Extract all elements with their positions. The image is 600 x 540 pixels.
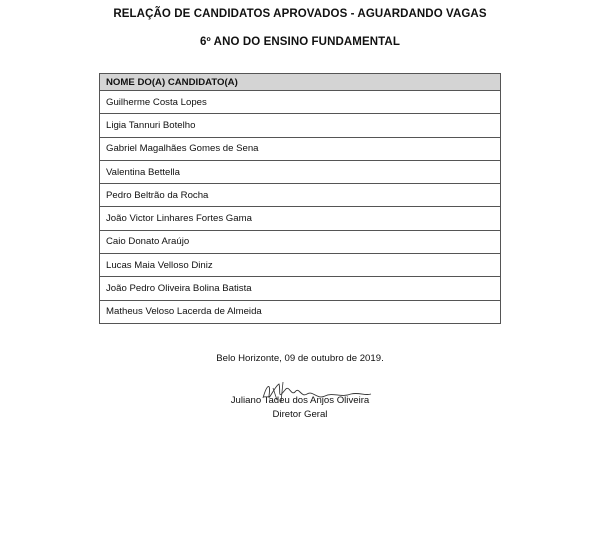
document-title: RELAÇÃO DE CANDIDATOS APROVADOS - AGUARDANDO VAGAS	[113, 8, 487, 20]
table-row	[100, 137, 501, 160]
candidate-name: Guilherme Costa Lopes	[100, 91, 501, 114]
candidate-name: Caio Donato Araújo	[100, 230, 501, 253]
candidate-name: João Victor Linhares Fortes Gama	[100, 207, 501, 230]
candidate-name: Gabriel Magalhães Gomes de Sena	[100, 137, 501, 160]
candidate-name: Valentina Bettella	[100, 160, 501, 183]
column-header-name: NOME DO(A) CANDIDATO(A)	[100, 74, 501, 91]
document-subtitle: 6º ANO DO ENSINO FUNDAMENTAL	[200, 36, 400, 48]
table-row	[100, 207, 501, 230]
table-header-row	[100, 74, 501, 91]
table-row	[100, 184, 501, 207]
table-row	[100, 230, 501, 253]
table-row	[100, 91, 501, 114]
signer-name: Juliano Tadeu dos Anjos Oliveira	[230, 395, 370, 406]
candidates-table	[99, 73, 501, 324]
candidate-name: Lucas Maia Velloso Diniz	[100, 254, 501, 277]
place-and-date: Belo Horizonte, 09 de outubro de 2019.	[216, 353, 384, 364]
candidate-name: João Pedro Oliveira Bolina Batista	[100, 277, 501, 300]
table-row	[100, 160, 501, 183]
signer-role: Diretor Geral	[272, 409, 328, 420]
table-row	[100, 254, 501, 277]
candidate-name: Matheus Veloso Lacerda de Almeida	[100, 300, 501, 323]
table-row	[100, 300, 501, 323]
table-row	[100, 114, 501, 137]
table-row	[100, 277, 501, 300]
candidate-name: Pedro Beltrão da Rocha	[100, 184, 501, 207]
candidate-name: Ligia Tannuri Botelho	[100, 114, 501, 137]
